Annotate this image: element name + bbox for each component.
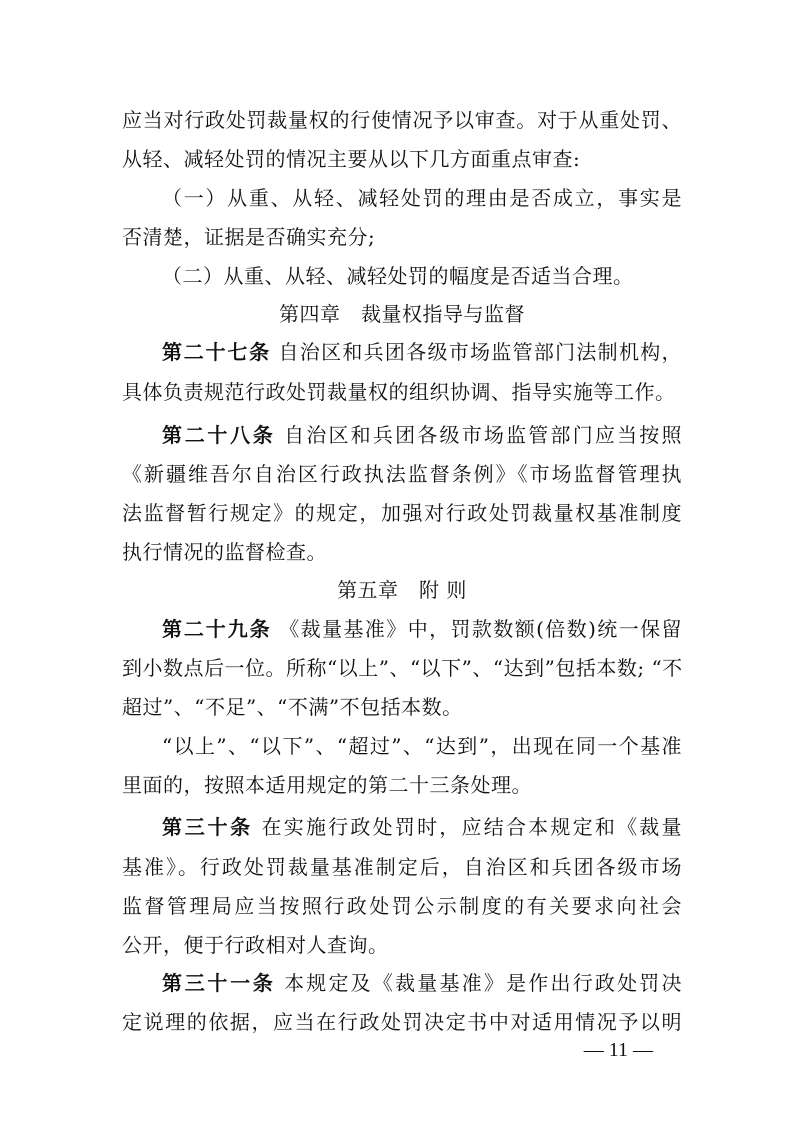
article-text: 自治区和兵团各级市场监管部门法制机构， (278, 340, 683, 364)
article-label: 第二十九条 (162, 617, 272, 641)
article-label: 第三十一条 (162, 971, 276, 995)
text-line: 法监督暂行规定》的规定，加强对行政处罚裁量权基准制度 (122, 501, 682, 525)
article-label: 第二十七条 (162, 340, 271, 364)
chapter-heading-5: 第五章 附 则 (337, 578, 467, 602)
text-line: 到小数点后一位。所称“以上”、“以下”、“达到”包括本数; “不 (122, 656, 683, 680)
article-text: 《裁量基准》中，罚款数额(倍数)统一保留 (279, 617, 683, 641)
article-28-first-line (162, 423, 682, 447)
text-line: 监督管理局应当按照行政处罚公示制度的有关要求向社会 (122, 894, 682, 918)
article-31-first-line (162, 971, 682, 995)
article-29-first-line (162, 617, 682, 641)
text-line: 否清楚，证据是否确实充分; (122, 225, 376, 249)
text-line: 里面的，按照本适用规定的第二十三条处理。 (122, 773, 532, 797)
article-label: 第二十八条 (162, 423, 276, 447)
text-line: 从轻、减轻处罚的情况主要从以下几方面重点审查: (122, 147, 581, 171)
text-line: 公开，便于行政相对人查询。 (122, 933, 389, 957)
text-line: 执行情况的监督检查。 (122, 540, 327, 564)
chapter-heading-4: 第四章 裁量权指导与监督 (279, 302, 525, 326)
text-line: 具体负责规范行政处罚裁量权的组织协调、指导实施等工作。 (122, 380, 676, 404)
text-line: （一）从重、从轻、减轻处罚的理由是否成立，事实是 (162, 186, 682, 210)
text-line: 应当对行政处罚裁量权的行使情况予以审查。对于从重处罚、 (122, 108, 682, 132)
text-line: 超过”、“不足”、“不满”不包括本数。 (122, 695, 463, 719)
text-line: 《新疆维吾尔自治区行政执法监督条例》《市场监督管理执 (122, 462, 682, 486)
text-line: （二）从重、从轻、减轻处罚的幅度是否适当合理。 (162, 264, 634, 288)
article-text: 在实施行政处罚时，应结合本规定和《裁量 (261, 815, 683, 839)
article-text: 自治区和兵团各级市场监管部门应当按照 (284, 423, 683, 447)
article-label: 第三十条 (162, 815, 253, 839)
page-number: — 11 — (583, 1039, 653, 1061)
article-text: 本规定及《裁量基准》是作出行政处罚决 (284, 971, 683, 995)
text-line: 基准》。行政处罚裁量基准制定后，自治区和兵团各级市场 (122, 855, 682, 879)
text-line: 定说理的依据，应当在行政处罚决定书中对适用情况予以明 (122, 1010, 682, 1034)
article-27-first-line (162, 340, 682, 364)
article-30-first-line (162, 815, 682, 839)
text-line: “以上”、“以下”、“超过”、“达到”，出现在同一个基准 (162, 734, 682, 758)
